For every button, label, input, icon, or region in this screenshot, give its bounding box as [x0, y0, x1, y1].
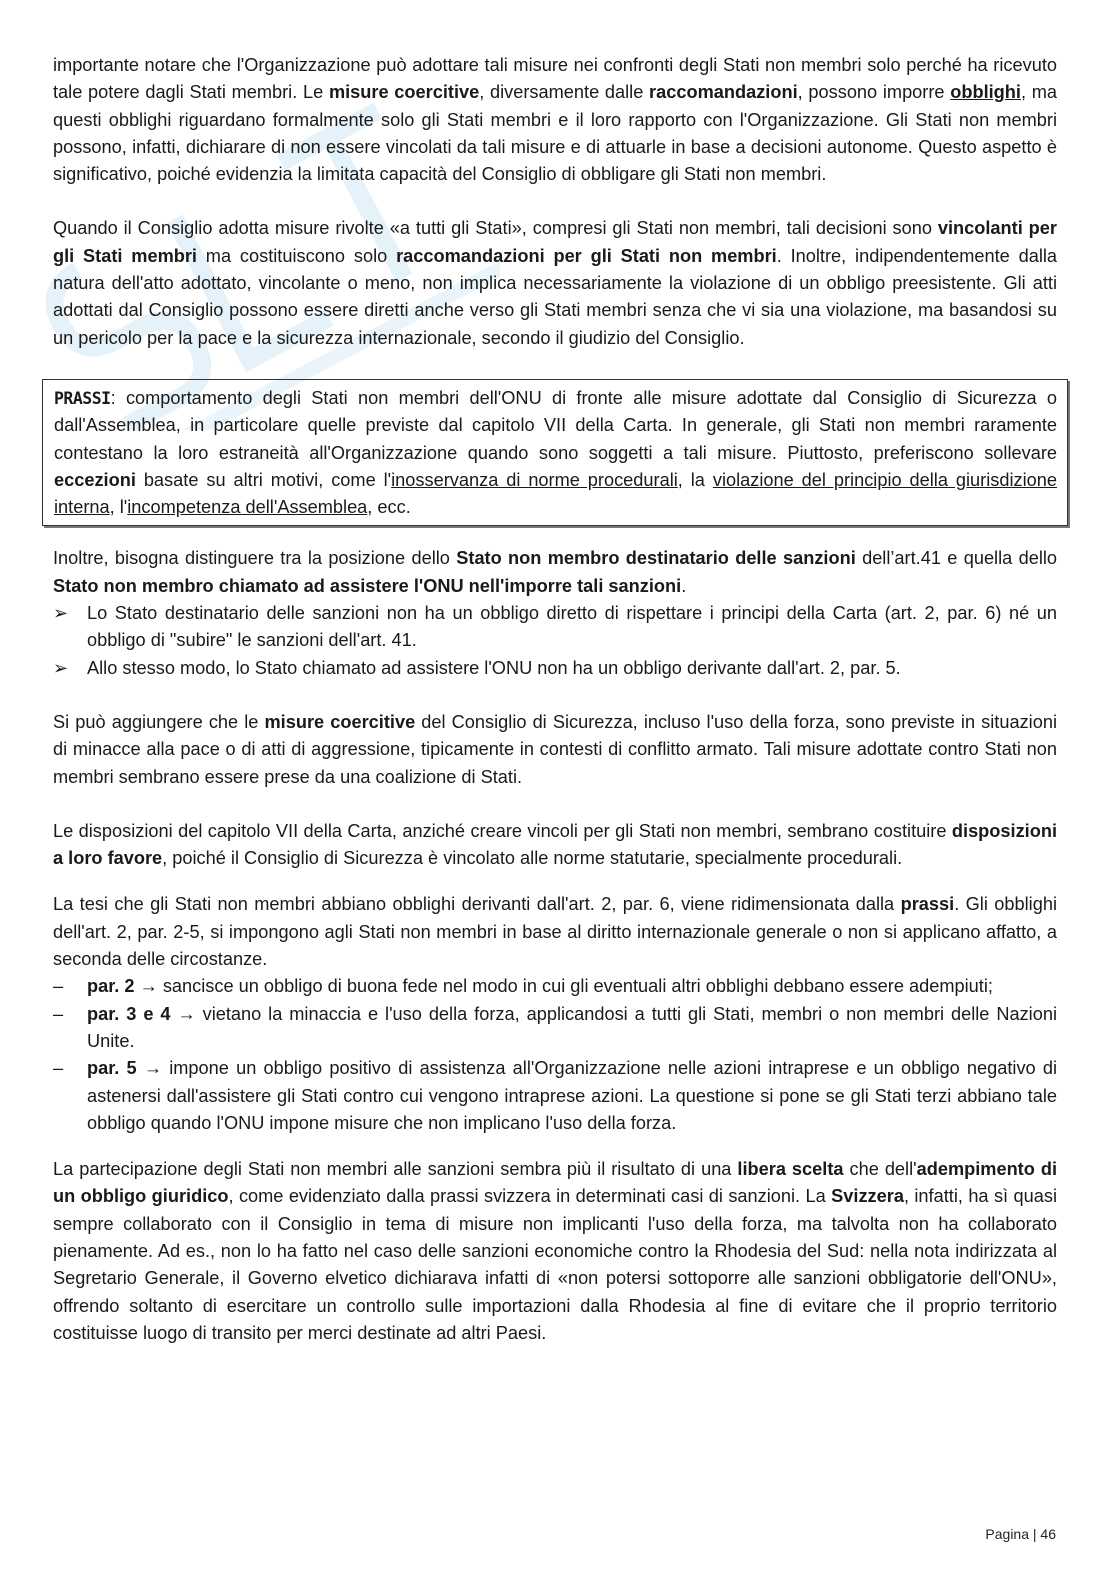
- prassi-box: PRASSI: comportamento degli Stati non membri dell'ONU di fronte alle misure adottate dal Consiglio di Sicurezza o dall'Assemblea, in particolare quelle previste dal capitolo VII della Carta. In generale, gli Stati non membri raramente contestano la loro estraneità all'Organizzazione quando sono soggetti a tali misure. Piuttosto, preferiscono sollevare eccezioni basate su altri motivi, come l'inosservanza di norme procedurali, la violazione del principio della giurisdizione interna, l'incompetenza dell'Assemblea, ecc.: [42, 379, 1068, 526]
- list-item: ➢ Allo stesso modo, lo Stato chiamato ad assistere l'ONU non ha un obbligo derivante dall'art. 2, par. 5.: [53, 655, 1057, 682]
- list-item: – par. 5 → impone un obbligo positivo di assistenza all'Organizzazione nelle azioni intraprese e un obbligo negativo di astenersi dall'assistere gli Stati contro cui vengono intraprese azioni. La questione si pone se gli Stati terzi abbiano tale obbligo quando l'ONU impone misure che non implicano l'uso della forza.: [53, 1055, 1057, 1137]
- paragraph-1: importante notare che l'Organizzazione può adottare tali misure nei confronti degli Stati non membri solo perché ha ricevuto tale potere dagli Stati membri. Le misure coercitive, diversamente dalle raccomandazioni, possono imporre obblighi, ma questi obblighi riguardano formalmente solo gli Stati membri e il loro rapporto con l'Organizzazione. Gli Stati non membri possono, infatti, dichiarare di non essere vincolati da tali misure e di attuarle in base a decisioni autonome. Questo aspetto è significativo, poiché evidenzia la limitata capacità del Consiglio di obbligare gli Stati non membri.: [53, 55, 1058, 185]
- arrow-bullet-icon: ➢: [53, 657, 69, 678]
- dash-bullet-icon: –: [53, 1058, 64, 1079]
- paragraph-2: Quando il Consiglio adotta misure rivolte «a tutti gli Stati», compresi gli Stati non membri, tali decisioni sono vincolanti per gli Stati membri ma costituiscono solo raccomandazioni per gli Stati non membri. Inoltre, indipendentemente dalla natura dell'atto adottato, vincolante o meno, non implica necessariamente la violazione di un obbligo preesistente. Gli atti adottati dal Consiglio possono essere diretti anche verso gli Stati membri senza che vi sia una violazione, ma basandosi su un pericolo per la pace e la sicurezza internazionale, secondo il giudizio del Consiglio.: [53, 218, 1058, 348]
- list-item: ➢ Lo Stato destinatario delle sanzioni non ha un obbligo diretto di rispettare i principi della Carta (art. 2, par. 6) né un obbligo di "subire" le sanzioni dell'art. 41.: [53, 600, 1057, 655]
- paragraph-3: Inoltre, bisogna distinguere tra la posizione dello Stato non membro destinatario delle sanzioni dell’art.41 e quella dello Stato non membro chiamato ad assistere l'ONU nell'imporre tali sanzioni.: [53, 548, 1058, 596]
- paragraph-4: Si può aggiungere che le misure coercitive del Consiglio di Sicurezza, incluso l'uso della forza, sono previste in situazioni di minacce alla pace o di atti di aggressione, tipicamente in contesti di conflitto armato. Tali misure adottate contro Stati non membri sembrano essere prese da una coalizione di Stati.: [53, 711, 1057, 787]
- arrow-bullet-icon: ➢: [53, 603, 69, 624]
- paragraph-7: La partecipazione degli Stati non membri alle sanzioni sembra più il risultato di una libera scelta che dell'adempimento di un obbligo giuridico, come evidenziato dalla prassi svizzera in determinati casi di sanzioni. La Svizzera, infatti, ha sì quasi sempre collaborato con il Consiglio in tema di misure non implicanti l'uso della forza, ma talvolta non ha collaborato pienamente. Ad es., non lo ha fatto nel caso delle sanzioni economiche contro la Rhodesia del Sud: nella nota indirizzata al Segretario Generale, il Governo elvetico dichiarava infatti di «non potersi sottoporre alle sanzioni obbligatorie dell'ONU», offrendo soltanto di esercitare un controllo sulle importazioni dalla Rhodesia al fine di evitare che il proprio territorio costituisse luogo di transito per merci destinate ad altri Paesi.: [53, 1159, 1057, 1343]
- paragraph-5: Le disposizioni del capitolo VII della Carta, anziché creare vincoli per gli Stati non membri, sembrano costituire disposizioni a loro favore, poiché il Consiglio di Sicurezza è vincolato alle norme statutarie, specialmente procedurali.: [53, 820, 1057, 869]
- dash-bullet-icon: –: [53, 1003, 64, 1024]
- list-item: – par. 2 → sancisce un obbligo di buona fede nel modo in cui gli eventuali altri obblighi debbano essere adempiuti;: [53, 973, 1057, 1000]
- list-item: – par. 3 e 4 → vietano la minaccia e l'uso della forza, applicandosi a tutti gli Stati, membri o non membri delle Nazioni Unite.: [53, 1001, 1057, 1056]
- prassi-label: PRASSI: [54, 388, 111, 408]
- dash-bullet-icon: –: [53, 976, 64, 997]
- paragraph-6: La tesi che gli Stati non membri abbiano obblighi derivanti dall'art. 2, par. 6, viene ridimensionata dalla prassi. Gli obblighi dell'art. 2, par. 2-5, si impongono agli Stati non membri in base al diritto internazionale generale o non si applicano affatto, a seconda delle circostanze.: [53, 894, 1057, 970]
- arrow-bullet-list: [53, 600, 1057, 682]
- document-page: [53, 52, 1057, 1347]
- dash-bullet-list: [53, 973, 1057, 1137]
- page-number: Pagina | 46: [985, 1526, 1056, 1542]
